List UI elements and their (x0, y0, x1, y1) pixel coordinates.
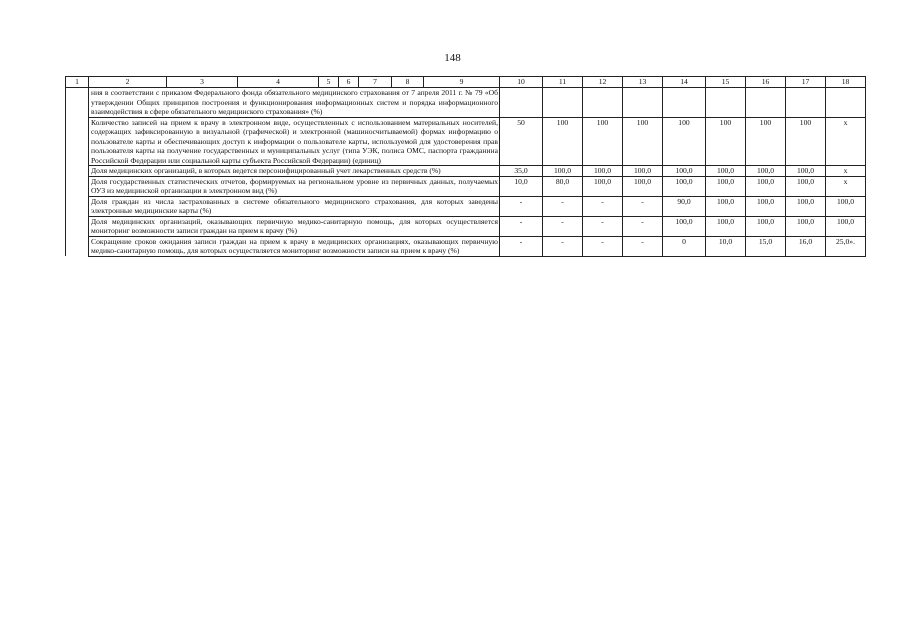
indicator-description: Доля медицинских организаций, в которых ведется персонифицированный учет лекарственных средств (%) (89, 166, 500, 177)
column-number-cell: 13 (623, 77, 663, 88)
indicator-value (786, 88, 826, 118)
indicator-value: - (500, 216, 543, 236)
indicator-value: - (583, 216, 623, 236)
empty-cell (66, 166, 89, 177)
column-number-cell: 5 (319, 77, 339, 88)
indicator-value: 10,0 (706, 236, 746, 256)
indicator-value (663, 88, 706, 118)
column-number-cell: 7 (359, 77, 392, 88)
indicator-value: 100,0 (746, 216, 786, 236)
indicator-value: 16,0 (786, 236, 826, 256)
indicator-value (583, 88, 623, 118)
empty-cell (66, 117, 89, 166)
table-row (66, 88, 866, 118)
table-row (66, 176, 866, 196)
indicator-value: - (583, 196, 623, 216)
indicator-value: 35,0 (500, 166, 543, 177)
column-number-cell: 16 (746, 77, 786, 88)
indicator-value: 100,0 (746, 166, 786, 177)
indicator-value: 100,0 (786, 166, 826, 177)
indicator-value: 15,0 (746, 236, 786, 256)
indicator-value: 80,0 (543, 176, 583, 196)
empty-cell (66, 236, 89, 256)
indicator-value: 100,0 (826, 216, 866, 236)
table-row (66, 216, 866, 236)
table-header-row (66, 77, 866, 88)
indicator-value: х (826, 176, 866, 196)
indicator-table (65, 76, 866, 257)
column-number-cell: 11 (543, 77, 583, 88)
indicator-value: 100,0 (746, 196, 786, 216)
indicator-value: 10,0 (500, 176, 543, 196)
indicator-value: 100 (623, 117, 663, 166)
indicator-description: Доля медицинских организаций, оказывающих первичную медико-санитарную помощь, для которых осуществляется мониторинг возможности записи граждан на прием к врачу (%) (89, 216, 500, 236)
indicator-value: - (543, 216, 583, 236)
table-row (66, 166, 866, 177)
indicator-value: 100,0 (826, 196, 866, 216)
indicator-value: - (500, 236, 543, 256)
indicator-value: 100 (583, 117, 623, 166)
indicator-value: - (500, 196, 543, 216)
indicator-value: 100,0 (706, 176, 746, 196)
column-number-cell: 17 (786, 77, 826, 88)
indicator-value: 100 (663, 117, 706, 166)
indicator-value: - (623, 236, 663, 256)
indicator-value (706, 88, 746, 118)
indicator-value: 100,0 (583, 176, 623, 196)
indicator-value: - (623, 216, 663, 236)
indicator-value: х (826, 117, 866, 166)
indicator-value: 100 (786, 117, 826, 166)
column-number-cell: 15 (706, 77, 746, 88)
indicator-value: 25,0». (826, 236, 866, 256)
indicator-description: Доля государственных статистических отчетов, формируемых на региональном уровне из первичных данных, получаемых ОУЗ из медицинской организации в электронном вид (%) (89, 176, 500, 196)
indicator-value: - (543, 236, 583, 256)
indicator-value: 100,0 (663, 166, 706, 177)
column-number-cell: 6 (339, 77, 359, 88)
table-row (66, 196, 866, 216)
table-row (66, 117, 866, 166)
column-number-cell: 9 (424, 77, 500, 88)
table-row (66, 236, 866, 256)
indicator-value: - (583, 236, 623, 256)
indicator-value: 100 (543, 117, 583, 166)
indicator-value (500, 88, 543, 118)
indicator-value: - (543, 196, 583, 216)
column-number-cell: 8 (392, 77, 424, 88)
indicator-value: 50 (500, 117, 543, 166)
column-number-cell: 1 (66, 77, 89, 88)
column-number-cell: 18 (826, 77, 866, 88)
column-number-cell: 3 (167, 77, 238, 88)
indicator-value: 100 (706, 117, 746, 166)
empty-cell (66, 196, 89, 216)
indicator-value (543, 88, 583, 118)
column-number-cell: 4 (238, 77, 319, 88)
indicator-value: 100,0 (543, 166, 583, 177)
indicator-value: 0 (663, 236, 706, 256)
indicator-value (826, 88, 866, 118)
indicator-value: 90,0 (663, 196, 706, 216)
indicator-value: 100,0 (663, 176, 706, 196)
indicator-value: - (623, 196, 663, 216)
indicator-description: Количество записей на прием к врачу в электронном виде, осуществленных с использованием материальных носителей, содержащих зафиксированную в визуальной (графической) и электронной (машиносчитываемой) формах информацию о пользователе карты и обеспечивающих доступ к информации о пользователе карты, используемой для удостоверения прав пользователя карты на получение государственных и муниципальных услуг (типа УЭК, полиса ОМС, паспорта гражданина Российской Федерации или социальной карты субъекта Российской Федерации) (единиц) (89, 117, 500, 166)
indicator-value (623, 88, 663, 118)
column-number-cell: 14 (663, 77, 706, 88)
indicator-value: 100,0 (663, 216, 706, 236)
empty-cell (66, 176, 89, 196)
empty-cell (66, 88, 89, 118)
indicator-description: ния в соответствии с приказом Федерального фонда обязательного медицинского страхования от 7 апреля 2011 г. № 79 «Об утверждении Общих принципов построения и функционирования информационных систем и порядка информационного взаимодействия в сфере обязательного медицинского страхования» (%) (89, 88, 500, 118)
indicator-value: 100,0 (786, 176, 826, 196)
column-number-cell: 2 (89, 77, 167, 88)
indicator-value: 100 (746, 117, 786, 166)
indicator-value: 100,0 (583, 166, 623, 177)
indicator-value: 100,0 (746, 176, 786, 196)
column-number-cell: 10 (500, 77, 543, 88)
indicator-value: х (826, 166, 866, 177)
indicator-value: 100,0 (706, 166, 746, 177)
indicator-description: Доля граждан из числа застрахованных в системе обязательного медицинского страхования, для которых заведены электронные медицинские карты (%) (89, 196, 500, 216)
indicator-value (746, 88, 786, 118)
indicator-value: 100,0 (786, 216, 826, 236)
indicator-value: 100,0 (623, 166, 663, 177)
indicator-value: 100,0 (786, 196, 826, 216)
page-number: 148 (444, 52, 461, 64)
column-number-cell: 12 (583, 77, 623, 88)
indicator-value: 100,0 (623, 176, 663, 196)
indicator-value: 100,0 (706, 196, 746, 216)
indicator-value: 100,0 (706, 216, 746, 236)
indicator-description: Сокращение сроков ожидания записи граждан на прием к врачу в медицинских организациях, оказывающих первичную медико-санитарную помощь, для которых осуществляется мониторинг возможности записи на прием к врачу (%) (89, 236, 500, 256)
empty-cell (66, 216, 89, 236)
